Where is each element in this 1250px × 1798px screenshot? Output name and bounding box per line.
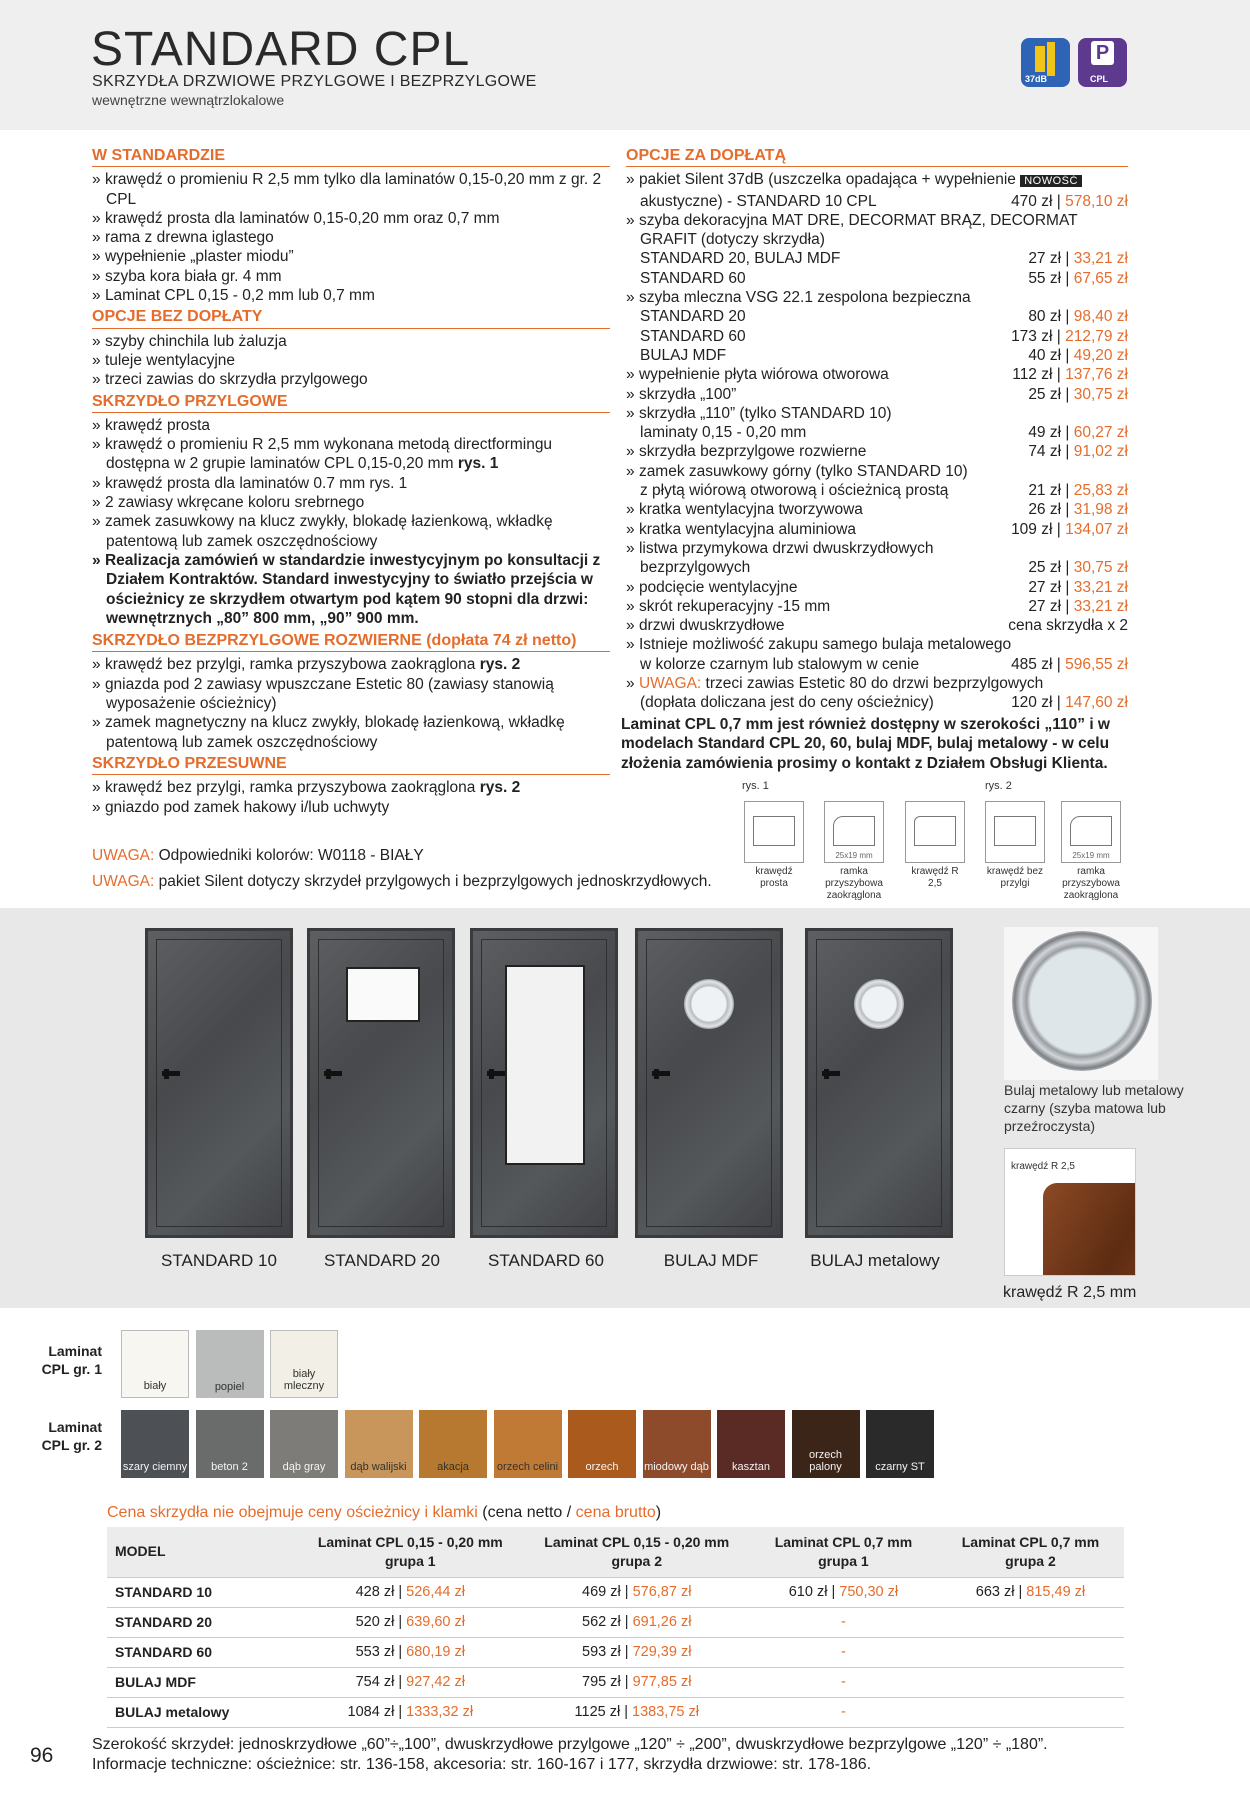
badge-label: CPL [1090,74,1108,84]
rys-ref: rys. 1 [457,455,499,473]
handle-icon [652,1071,670,1076]
list-item: » zamek zasuwkowy górny (tylko STANDARD 10) [626,462,1128,481]
col-header: Laminat CPL 0,7 mm grupa 1 [750,1527,937,1577]
diagram-straight-edge [744,801,804,863]
section-rebateless-title: SKRZYDŁO BEZPRZYLGOWE ROZWIERNE (dopłata 74 zł netto) [92,631,610,652]
price-cell [937,1637,1124,1667]
table-row [107,1637,1124,1667]
table-row [107,1697,1124,1727]
list-item: » rama z drewna iglastego [92,228,610,247]
col-header: MODEL [107,1527,297,1577]
door-bulaj-mdf [635,928,783,1238]
price-row: w kolorze czarnym lub stalowym w cenie 485 zł | 596,55 zł [640,655,1128,673]
list-item: » szyba dekoracyjna MAT DRE, DECORMAT BRĄZ, DECORMAT GRAFIT (dotyczy skrzydła) [626,211,1128,250]
list-item: » zamek zasuwkowy na klucz zwykły, blokadę łazienkową, wkładkę patentową lub zamek oszczędnościowy [92,512,610,551]
new-badge: NOWOŚĆ [1020,175,1082,187]
page-title: STANDARD CPL [91,23,471,76]
list-item: » szyba kora biała gr. 4 mm [92,267,610,286]
laminat-swatch: orzech celini [494,1410,562,1478]
price-row: STANDARD 60 55 zł | 67,65 zł [640,269,1128,287]
footer-line-2: Informacje techniczne: ościeżnice: str. 136-158, akcesoria: str. 160-167 i 177, skrzydła drzwiowe: str. 178-186. [92,1756,872,1773]
uwaga-colors: UWAGA: Odpowiedniki kolorów: W0118 - BIAŁY [92,847,424,864]
laminat-swatch: miodowy dąb [643,1410,711,1478]
price-cell: 610 zł | 750,30 zł [750,1577,937,1607]
price-cell: - [750,1607,937,1637]
model-cell: STANDARD 10 [107,1577,297,1607]
list-item: » pakiet Silent 37dB (uszczelka opadająca + wypełnienie NOWOŚĆ [626,170,1128,191]
section-free-options-title: OPCJE BEZ DOPŁATY [92,307,610,328]
handle-icon [324,1071,342,1076]
door-bulaj-metalowy [805,928,953,1238]
porthole-photo [1004,927,1158,1080]
rys-caption: krawędź prosta [755,866,793,889]
page-subtitle: SKRZYDŁA DRZWIOWE PRZYLGOWE I BEZPRZYLGOWE [92,73,537,90]
footer-line-1: Szerokość skrzydeł: jednoskrzydłowe „60”÷„100”, dwuskrzydłowe przylgowe „120” ÷ „200”, dwuskrzydłowe bezprzylgowe „120” ÷ „180”. [92,1736,1048,1753]
diagram-rounded-frame: 25x19 mm [824,801,884,863]
price-cell: 663 zł | 815,49 zł [937,1577,1124,1607]
price-table-body [107,1577,1124,1727]
handle-icon [822,1071,840,1076]
cpl-badge [1078,38,1127,87]
silent-37db-badge [1021,38,1070,87]
section-paid-options-title: OPCJE ZA DOPŁATĄ [626,146,1128,167]
investment-standard-note: » Realizacja zamówień w standardzie inwestycyjnym po konsultacji z Działem Kontraktów. Standard inwestycyjny to światło przejścia w ościeżnicy ze skrzydłem otwartym pod kątem 90 stopni dla drzwi: wewnętrznych „80” 800 mm, „90” 900 mm. [92,551,610,628]
table-row [107,1667,1124,1697]
uwaga-silent: UWAGA: pakiet Silent dotyczy skrzydeł przylgowych i bezprzylgowych jednoskrzydłowych. [92,873,712,890]
door-standard-60 [470,928,618,1238]
price-row: » skrzydła „100” 25 zł | 30,75 zł [626,385,1128,404]
laminat-07-note: Laminat CPL 0,7 mm jest również dostępny w szerokości „110” i w modelach Standard CPL 20, 60, bulaj MDF, bulaj metalowy - w celu złożenia zamówienia prosimy o kontakt z Działem Obsługi Klienta. [621,716,1110,772]
list-item: » listwa przymykowa drzwi dwuskrzydłowych [626,539,1128,558]
diagram-r25-edge [905,801,965,863]
price-row: akustyczne) - STANDARD 10 CPL 470 zł | 578,10 zł [640,192,1128,210]
right-column [626,146,1128,713]
laminat-swatch: akacja [419,1410,487,1478]
price-row: » wypełnienie płyta wiórowa otworowa 112 zł | 137,76 zł [626,365,1128,384]
rys-caption: ramka przyszybowa zaokrąglona [1062,866,1120,901]
list-item: » 2 zawiasy wkręcane koloru srebrnego [92,493,610,512]
price-cell [937,1697,1124,1727]
section-standard-list [92,170,610,305]
door-label: STANDARD 20 [324,1251,440,1270]
list-item: » krawędź o promieniu R 2,5 mm tylko dla laminatów 0,15-0,20 mm z gr. 2 CPL [92,170,610,209]
model-cell: BULAJ MDF [107,1667,297,1697]
badge-p: P [1091,41,1114,65]
badge-label: 37dB [1025,74,1048,84]
price-cell [937,1667,1124,1697]
door-standard-10 [145,928,293,1238]
door-label: STANDARD 10 [161,1251,277,1270]
laminat-swatch: kasztan [717,1410,785,1478]
model-cell: STANDARD 60 [107,1637,297,1667]
col-header: Laminat CPL 0,7 mm grupa 2 [937,1527,1124,1577]
price-cell: 593 zł | 729,39 zł [524,1637,750,1667]
price-cell: 520 zł | 639,60 zł [297,1607,524,1637]
list-item: » krawędź o promieniu R 2,5 mm wykonana metodą directformingu dostępna w 2 grupie laminatów CPL 0,15-0,20 mm rys. 1 [92,435,610,474]
price-row: » drzwi dwuskrzydłowe cena skrzydła x 2 [626,616,1128,635]
price-cell: 754 zł | 927,42 zł [297,1667,524,1697]
price-row: » kratka wentylacyjna tworzywowa 26 zł | 31,98 zł [626,500,1128,519]
list-item: » wypełnienie „plaster miodu” [92,247,610,266]
list-item: » krawędź bez przylgi, ramka przyszybowa zaokrąglona rys. 2 [92,778,610,797]
laminat-swatch: szary ciemny [121,1410,189,1478]
laminat-swatch: popiel [196,1330,264,1398]
rys1-label: rys. 1 [742,780,769,792]
price-row: STANDARD 60 173 zł | 212,79 zł [640,327,1128,345]
door-leaf-icon [1047,42,1055,76]
section-rebated-title: SKRZYDŁO PRZYLGOWE [92,392,610,413]
price-row: » skrót rekuperacyjny -15 mm 27 zł | 33,21 zł [626,597,1128,616]
price-row: STANDARD 20 80 zł | 98,40 zł [640,308,1128,326]
price-cell: 1084 zł | 1333,32 zł [297,1697,524,1727]
laminat-swatch: dąb walijski [345,1410,413,1478]
list-item: » tuleje wentylacyjne [92,351,610,370]
left-column [92,146,610,817]
page-number: 96 [30,1744,54,1767]
model-cell: STANDARD 20 [107,1607,297,1637]
list-item: » szyba mleczna VSG 22.1 zespolona bezpieczna [626,288,1128,307]
price-table-note: Cena skrzydła nie obejmuje ceny ościeżnicy i klamki (cena netto / cena brutto) [107,1504,662,1521]
col-header: Laminat CPL 0,15 - 0,20 mm grupa 2 [524,1527,750,1577]
list-item: » UWAGA: trzeci zawias Estetic 80 do drzwi bezprzylgowych [626,674,1128,693]
diagram-no-rebate [985,801,1045,863]
door-label: BULAJ MDF [663,1251,759,1270]
price-cell: - [750,1637,937,1667]
price-row: » kratka wentylacyjna aluminiowa 109 zł | 134,07 zł [626,520,1128,539]
list-item: » krawędź prosta dla laminatów 0,15-0,20 mm oraz 0,7 mm [92,209,610,228]
price-row: » podcięcie wentylacyjne 27 zł | 33,21 zł [626,578,1128,597]
footer-info [92,1735,1048,1775]
price-cell: 428 zł | 526,44 zł [297,1577,524,1607]
laminat-swatch: biały [121,1330,189,1398]
door-standard-20 [307,928,455,1238]
price-cell: 469 zł | 576,87 zł [524,1577,750,1607]
rys2-label: rys. 2 [985,780,1012,792]
list-item: » gniazdo pod zamek hakowy i/lub uchwyty [92,798,610,817]
price-cell [937,1607,1124,1637]
section-free-options-list [92,332,610,390]
model-cell: BULAJ metalowy [107,1697,297,1727]
section-sliding-title: SKRZYDŁO PRZESUWNE [92,754,610,775]
list-item: » krawędź bez przylgi, ramka przyszybowa zaokrąglona rys. 2 [92,655,610,674]
porthole-caption: Bulaj metalowy lub metalowy czarny (szyba matowa lub przeźroczysta) [1004,1082,1184,1134]
table-header-row [107,1527,1124,1577]
door-icon [1035,46,1045,72]
price-row: » skrzydła bezprzylgowe rozwierne 74 zł | 91,02 zł [626,442,1128,461]
rys-caption: ramka przyszybowa zaokrąglona [825,866,883,901]
list-item: » gniazda pod 2 zawiasy wpuszczane Estetic 80 (zawiasy stanowią wyposażenie ościeżnicy) [92,675,610,714]
price-cell: 795 zł | 977,85 zł [524,1667,750,1697]
rys-caption: krawędź R 2,5 [911,866,959,889]
list-item: » Istnieje możliwość zakupu samego bulaja metalowego [626,635,1128,654]
laminat-group-1-label: Laminat CPL gr. 1 [41,1343,102,1377]
list-item: » krawędź prosta [92,416,610,435]
col-header: Laminat CPL 0,15 - 0,20 mm grupa 1 [297,1527,524,1577]
laminat-group-2-label: Laminat CPL gr. 2 [41,1419,102,1453]
laminat-swatch: dąb gray [270,1410,338,1478]
list-item: » Laminat CPL 0,15 - 0,2 mm lub 0,7 mm [92,286,610,305]
price-cell: 553 zł | 680,19 zł [297,1637,524,1667]
price-row: bezprzylgowych 25 zł | 30,75 zł [640,559,1128,577]
handle-icon [487,1071,505,1076]
diagram-rounded-frame-2: 25x19 mm [1061,801,1121,863]
edge-r25-photo: krawędź R 2,5 [1004,1148,1136,1276]
table-row [107,1607,1124,1637]
door-label: BULAJ metalowy [810,1251,940,1270]
table-row [107,1577,1124,1607]
price-cell: - [750,1697,937,1727]
section-standard-title: W STANDARDZIE [92,146,610,167]
price-row: STANDARD 20, BULAJ MDF 27 zł | 33,21 zł [640,250,1128,268]
handle-icon [162,1071,180,1076]
page-subtitle-2: wewnętrzne wewnątrzlokalowe [92,92,285,108]
list-item: » zamek magnetyczny na klucz zwykły, blokadę łazienkową, wkładkę patentową lub zamek oszczędnościowy [92,713,610,752]
price-row: (dopłata doliczana jest do ceny ościeżnicy) 120 zł | 147,60 zł [640,694,1128,712]
price-cell: - [750,1667,937,1697]
laminat-swatch: orzech palony [792,1410,860,1478]
list-item: » skrzydła „110” (tylko STANDARD 10) [626,404,1128,423]
list-item: » szyby chinchila lub żaluzja [92,332,610,351]
price-row: laminaty 0,15 - 0,20 mm 49 zł | 60,27 zł [640,424,1128,442]
price-row: BULAJ MDF 40 zł | 49,20 zł [640,346,1128,364]
list-item: » trzeci zawias do skrzydła przylgowego [92,370,610,389]
laminat-swatch: biały mleczny [270,1330,338,1398]
laminat-swatch: beton 2 [196,1410,264,1478]
price-row: z płytą wiórową otworową i ościeżnicą prostą 21 zł | 25,83 zł [640,482,1128,500]
list-item: » krawędź prosta dla laminatów 0.7 mm rys. 1 [92,474,610,493]
laminat-swatch: czarny ST [866,1410,934,1478]
price-cell: 1125 zł | 1383,75 zł [524,1697,750,1727]
laminat-swatch: orzech [568,1410,636,1478]
price-cell: 562 zł | 691,26 zł [524,1607,750,1637]
price-table [107,1527,1124,1728]
rys-caption: krawędź bez przylgi [986,866,1044,889]
edge-r25-caption: krawędź R 2,5 mm [1003,1284,1137,1301]
door-label: STANDARD 60 [488,1251,604,1270]
